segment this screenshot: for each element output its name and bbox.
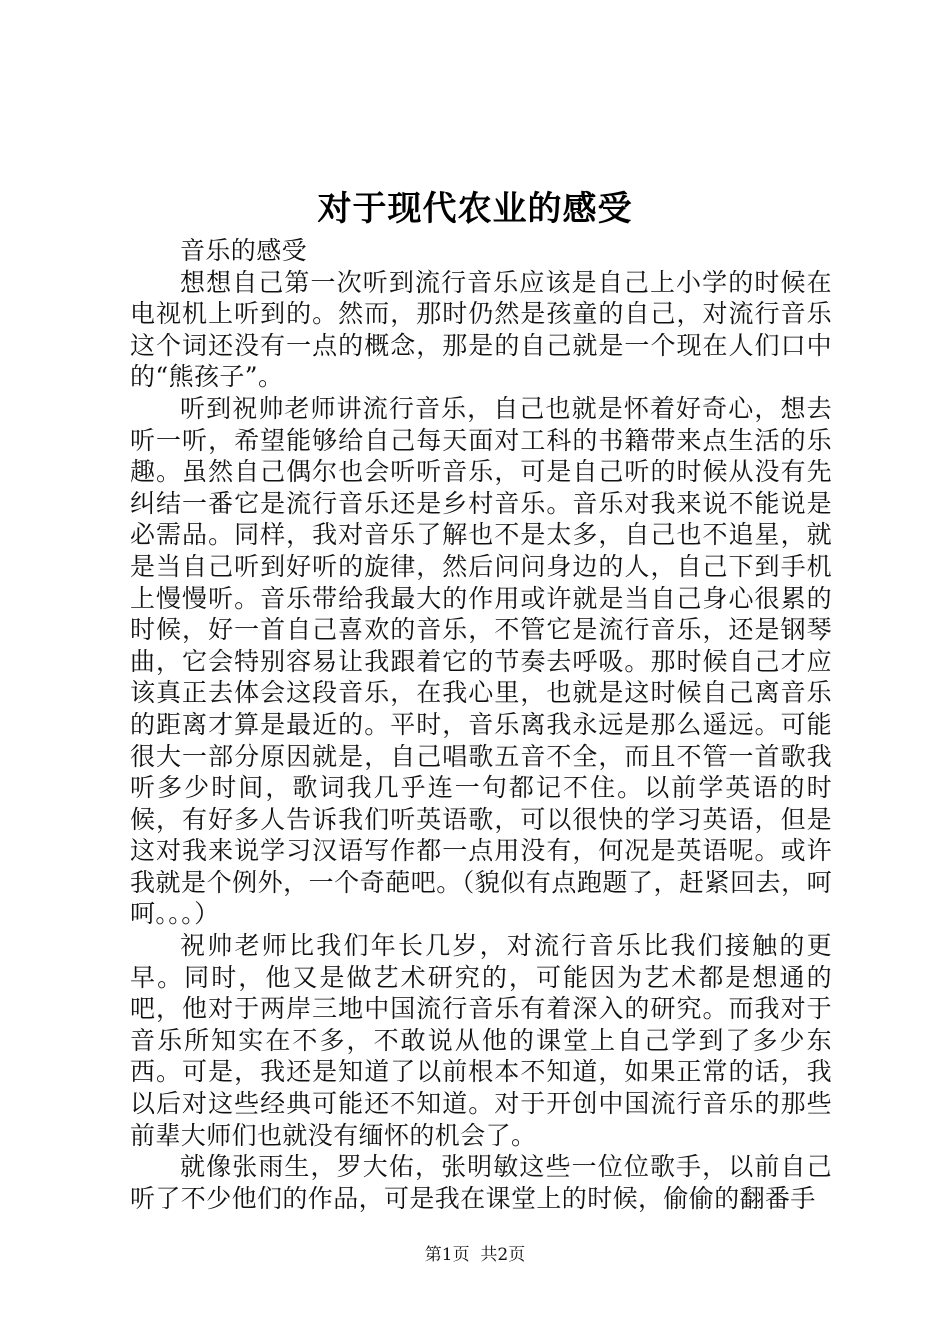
document-body <box>130 235 832 1214</box>
page-total: 共2页 <box>480 1245 526 1265</box>
paragraph-subtitle: 音乐的感受 <box>180 236 308 265</box>
paragraph: 就像张雨生，罗大佑，张明敏这些一位位歌手，以前自己听了不少他们的作品，可是我在课堂上的时候，偷偷的翻番手 <box>130 1152 832 1213</box>
paragraph: 想想自己第一次听到流行音乐应该是自己上小学的时候在电视机上听到的。然而，那时仍然是孩童的自己，对流行音乐这个词还没有一点的概念，那是的自己就是一个现在人们口中的“熊孩子”。 <box>130 267 832 392</box>
paragraph: 祝帅老师比我们年长几岁，对流行音乐比我们接触的更早。同时，他又是做艺术研究的，可能因为艺术都是想通的吧，他对于两岸三地中国流行音乐有着深入的研究。而我对于音乐所知实在不多，不敢说从他的课堂上自己学到了多少东西。可是，我还是知道了以前根本不知道，如果正常的话，我以后对这些经典可能还不知道。对于开创中国流行音乐的那些前辈大师们也就没有缅怀的机会了。 <box>130 931 832 1150</box>
document-title: 对于现代农业的感受 <box>317 189 633 229</box>
page-footer <box>0 1244 950 1266</box>
paragraph: 听到祝帅老师讲流行音乐，自己也就是怀着好奇心，想去听一听，希望能够给自己每天面对工科的书籍带来点生活的乐趣。虽然自己偶尔也会听听音乐，可是自己听的时候从没有先纠结一番它是流行音乐还是乡村音乐。音乐对我来说不能说是必需品。同样，我对音乐了解也不是太多，自己也不追星，就是当自己听到好听的旋律，然后问问身边的人，自己下到手机上慢慢听。音乐带给我最大的作用或许就是当自己身心很累的时候，好一首自己喜欢的音乐，不管它是流行音乐，还是钢琴曲，它会特别容易让我跟着它的节奏去呼吸。那时候自己才应该真正去体会这段音乐，在我心里，也就是这时候自己离音乐的距离才算是最近的。平时，音乐离我永远是那么遥远。可能很大一部分原因就是，自己唱歌五音不全，而且不管一首歌我听多少时间，歌词我几乎连一句都记不住。以前学英语的时候，有好多人告诉我们听英语歌，可以很快的学习英语，但是这对我来说学习汉语写作都一点用没有，何况是英语呢。或许我就是个例外，一个奇葩吧。（貌似有点跑题了，赶紧回去，呵呵。。。） <box>130 393 832 929</box>
page-number: 第1页 <box>424 1245 470 1265</box>
